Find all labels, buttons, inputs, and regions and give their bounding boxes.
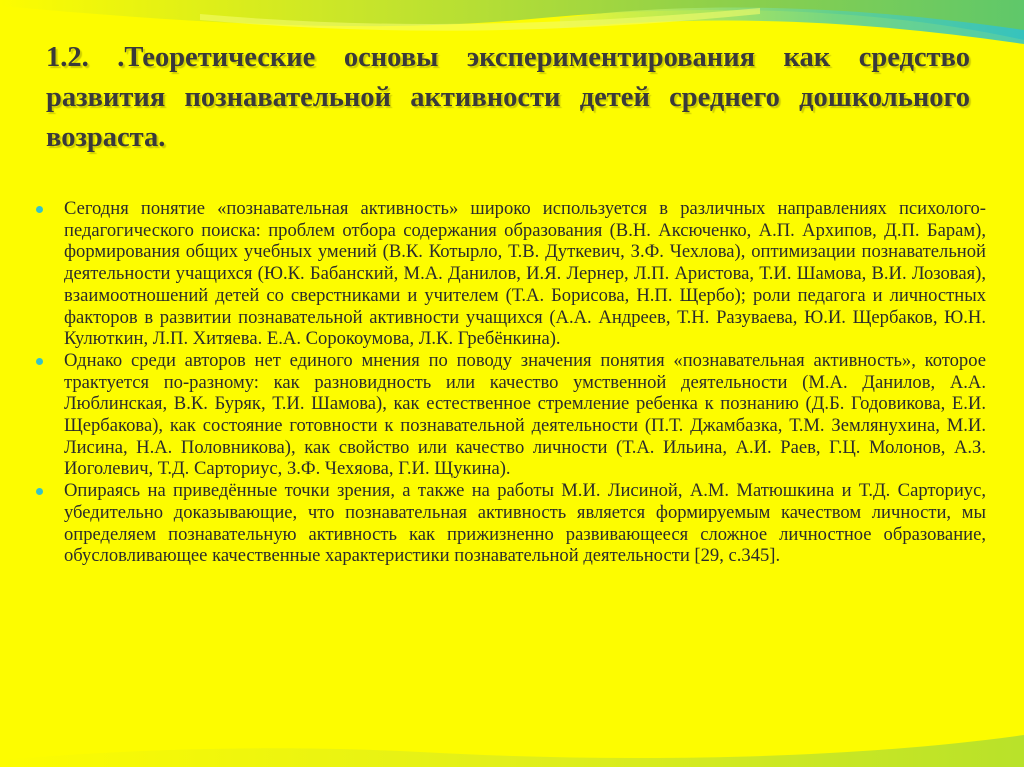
list-item: [36, 480, 986, 567]
list-item-text: Сегодня понятие «познавательная активность» широко используется в различных направлениях психолого-педагогического поиска: проблем отбора содержания образования (В.Н. Аксюченко, А.П. Архипов, Д.П. Барам), формирования общих учебных умений (В.К. Котырло, Т.В. Дуткевич, З.Ф. Чехлова), оптимизации познавательной деятельности учащихся (Ю.К. Бабанский, М.А. Данилов, И.Я. Лернер, Л.П. Аристова, Т.И. Шамова, В.И. Лозовая), взаимоотношений детей со сверстниками и учителем (Т.А. Борисова, Н.П. Щербо); роли педагога и личностных факторов в развитии познавательной активности учащихся (А.А. Андреев, Т.Н. Разуваева, Ю.И. Щербаков, Ю.Н. Кулюткин, Л.П. Хитяева. Е.А. Сорокоумова, Л.К. Гребёнкина).: [64, 198, 986, 350]
list-item: [36, 198, 986, 350]
bullet-list: [36, 198, 986, 567]
list-item: [36, 350, 986, 480]
bullet-dot-icon: [36, 358, 43, 365]
slide-content: [36, 198, 986, 567]
bottom-wave-shape: [0, 735, 1024, 767]
bullet-dot-icon: [36, 488, 43, 495]
list-item-text: Однако среди авторов нет единого мнения по поводу значения понятия «познавательная активность», которое трактуется по-разному: как разновидность или качество умственной деятельности (М.А. Данилов, А.А. Люблинская, В.К. Буряк, Т.И. Шамова), как естественное стремление ребенка к познанию (Д.Б. Годовикова, Е.И. Щербакова), как состояние готовности к познавательной деятельности (П.Т. Джамбазка, Т.М. Землянухина, М.И. Лисина, Н.А. Половникова), как свойство или качество личности (Т.А. Ильина, А.И. Раев, Г.Ц. Молонов, А.З. Иоголевич, Т.Д. Сарториус, З.Ф. Чехяова, Г.И. Щукина).: [64, 349, 986, 480]
list-item-text: Опираясь на приведённые точки зрения, а также на работы М.И. Лисиной, А.М. Матюшкина и Т.Д. Сарториус, убедительно доказывающие, что познавательная активность является формируемым качеством личности, мы определяем познавательную активность как прижизненно развивающееся сложное личностное образование, обусловливающее качественные характеристики познавательной деятельности [29, с.345].: [64, 480, 986, 567]
bullet-dot-icon: [36, 206, 43, 213]
slide-title: 1.2. .Теоретические основы экспериментирования как средство развития познавательной активности детей среднего дошкольного возраста.: [46, 42, 970, 153]
